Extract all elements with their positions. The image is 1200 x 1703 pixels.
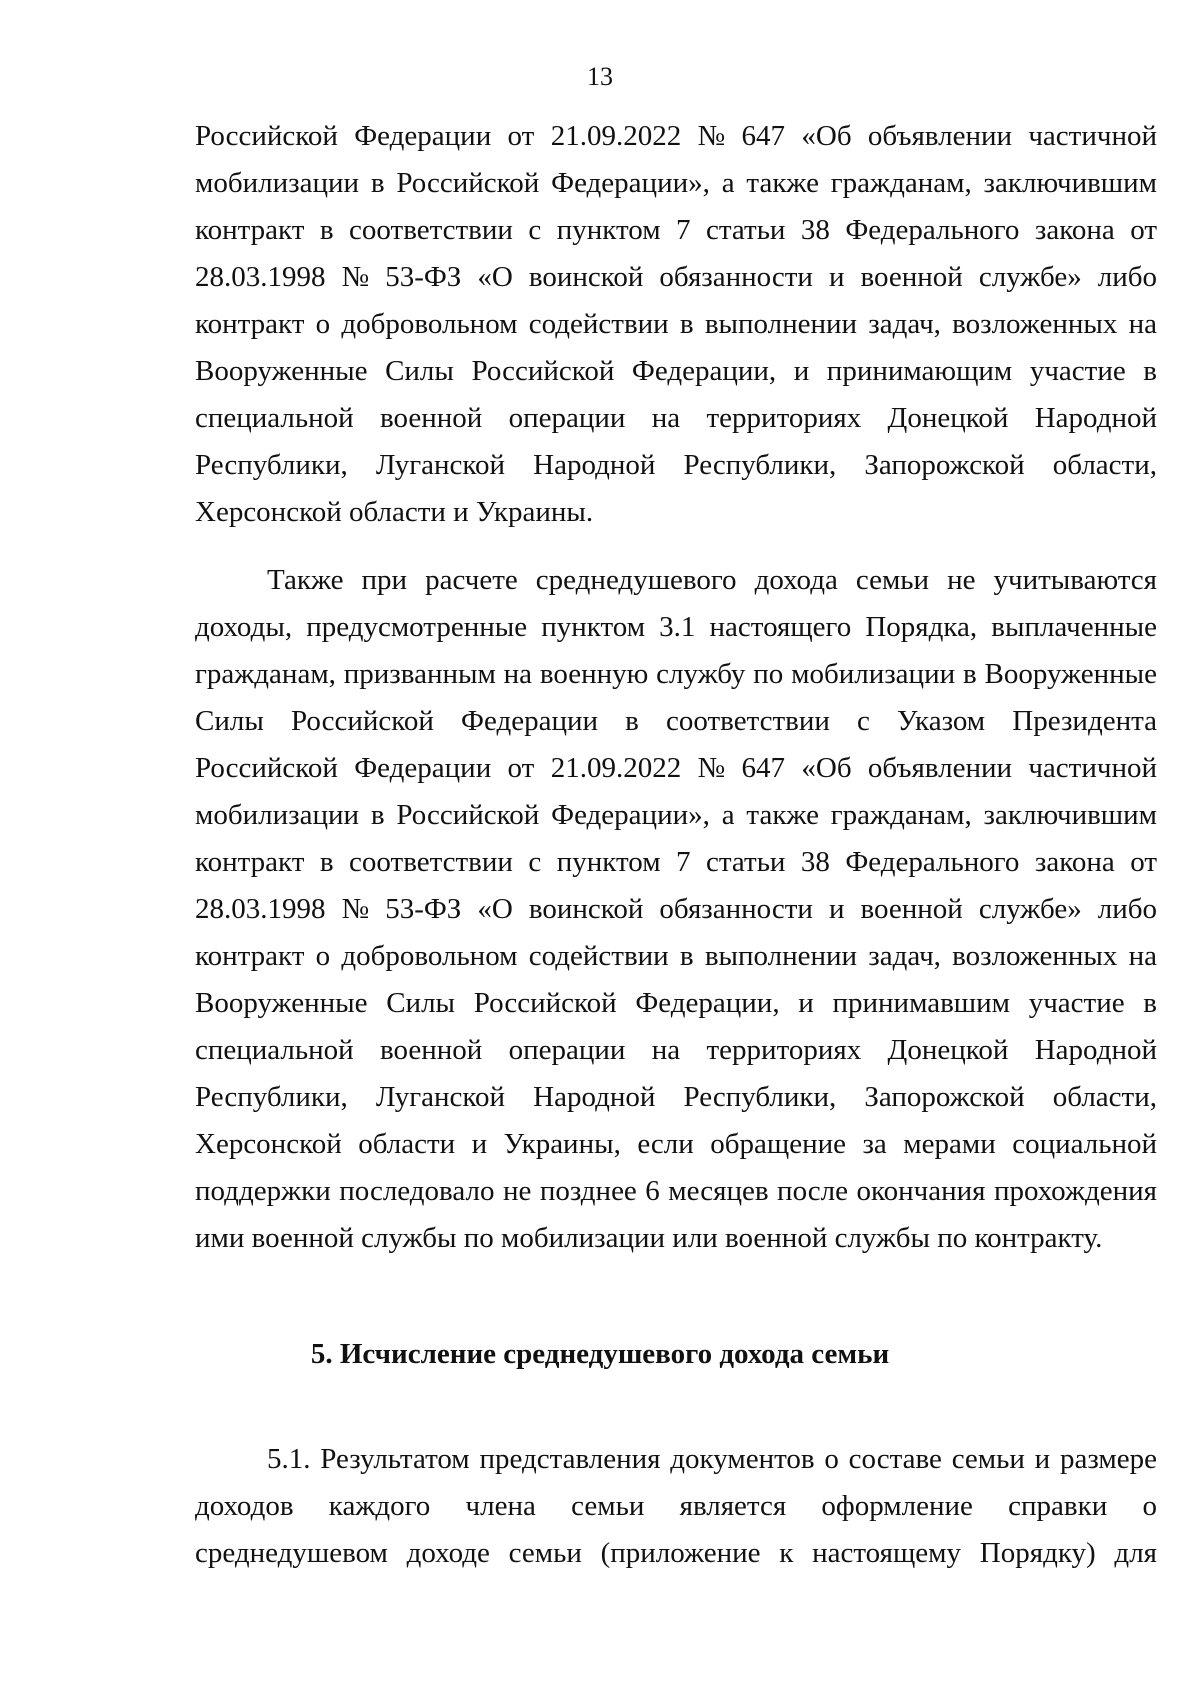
text-line: контракт в соответствии с пунктом 7 статьи 38 Федерального закона от <box>195 846 1157 878</box>
text-line: контракт в соответствии с пунктом 7 статьи 38 Федерального закона от <box>195 214 1157 246</box>
text-line: доходов каждого члена семьи является оформление справки о <box>195 1490 1157 1522</box>
text-line: специальной военной операции на территориях Донецкой Народной <box>195 1034 1157 1066</box>
text-line: доходы, предусмотренные пунктом 3.1 настоящего Порядка, выплаченные <box>195 611 1157 643</box>
text-line: поддержки последовало не позднее 6 месяцев после окончания прохождения <box>195 1175 1157 1207</box>
text-line: Херсонской области и Украины, если обращение за мерами социальной <box>195 1128 1157 1160</box>
text-line: Республики, Луганской Народной Республики, Запорожской области, <box>195 1081 1157 1113</box>
text-line: Вооруженные Силы Российской Федерации, и принимающим участие в <box>195 355 1157 387</box>
paragraph-3 <box>195 1436 1157 1577</box>
text-line: ими военной службы по мобилизации или военной службы по контракту. <box>195 1222 1103 1254</box>
text-line: Вооруженные Силы Российской Федерации, и принимавшим участие в <box>195 987 1157 1019</box>
text-line: мобилизации в Российской Федерации», а также гражданам, заключившим <box>195 167 1157 199</box>
text-line: среднедушевом доходе семьи (приложение к настоящему Порядку) для <box>195 1537 1157 1569</box>
text-line: 5.1. Результатом представления документов о составе семьи и размере <box>267 1443 1157 1475</box>
text-line: Силы Российской Федерации в соответствии с Указом Президента <box>195 705 1157 737</box>
text-line: мобилизации в Российской Федерации», а также гражданам, заключившим <box>195 799 1157 831</box>
text-line: Республики, Луганской Народной Республики, Запорожской области, <box>195 449 1157 481</box>
text-line: Херсонской области и Украины. <box>195 496 594 528</box>
text-line: контракт о добровольном содействии в выполнении задач, возложенных на <box>195 940 1157 972</box>
page-number: 13 <box>587 62 613 91</box>
text-line: Российской Федерации от 21.09.2022 № 647 «Об объявлении частичной <box>195 120 1157 152</box>
text-line: гражданам, призванным на военную службу по мобилизации в Вооруженные <box>195 658 1157 690</box>
text-line: специальной военной операции на территориях Донецкой Народной <box>195 402 1157 434</box>
text-line: Российской Федерации от 21.09.2022 № 647 «Об объявлении частичной <box>195 752 1157 784</box>
text-line: 28.03.1998 № 53-ФЗ «О воинской обязанности и военной службе» либо <box>195 261 1157 293</box>
text-line: контракт о добровольном содействии в выполнении задач, возложенных на <box>195 308 1157 340</box>
text-line: Также при расчете среднедушевого дохода семьи не учитываются <box>267 564 1157 596</box>
paragraph-1 <box>195 113 1157 536</box>
text-line: 28.03.1998 № 53-ФЗ «О воинской обязанности и военной службе» либо <box>195 893 1157 925</box>
section-heading: 5. Исчисление среднедушевого дохода семьи <box>310 1338 890 1370</box>
paragraph-2 <box>195 557 1157 1262</box>
